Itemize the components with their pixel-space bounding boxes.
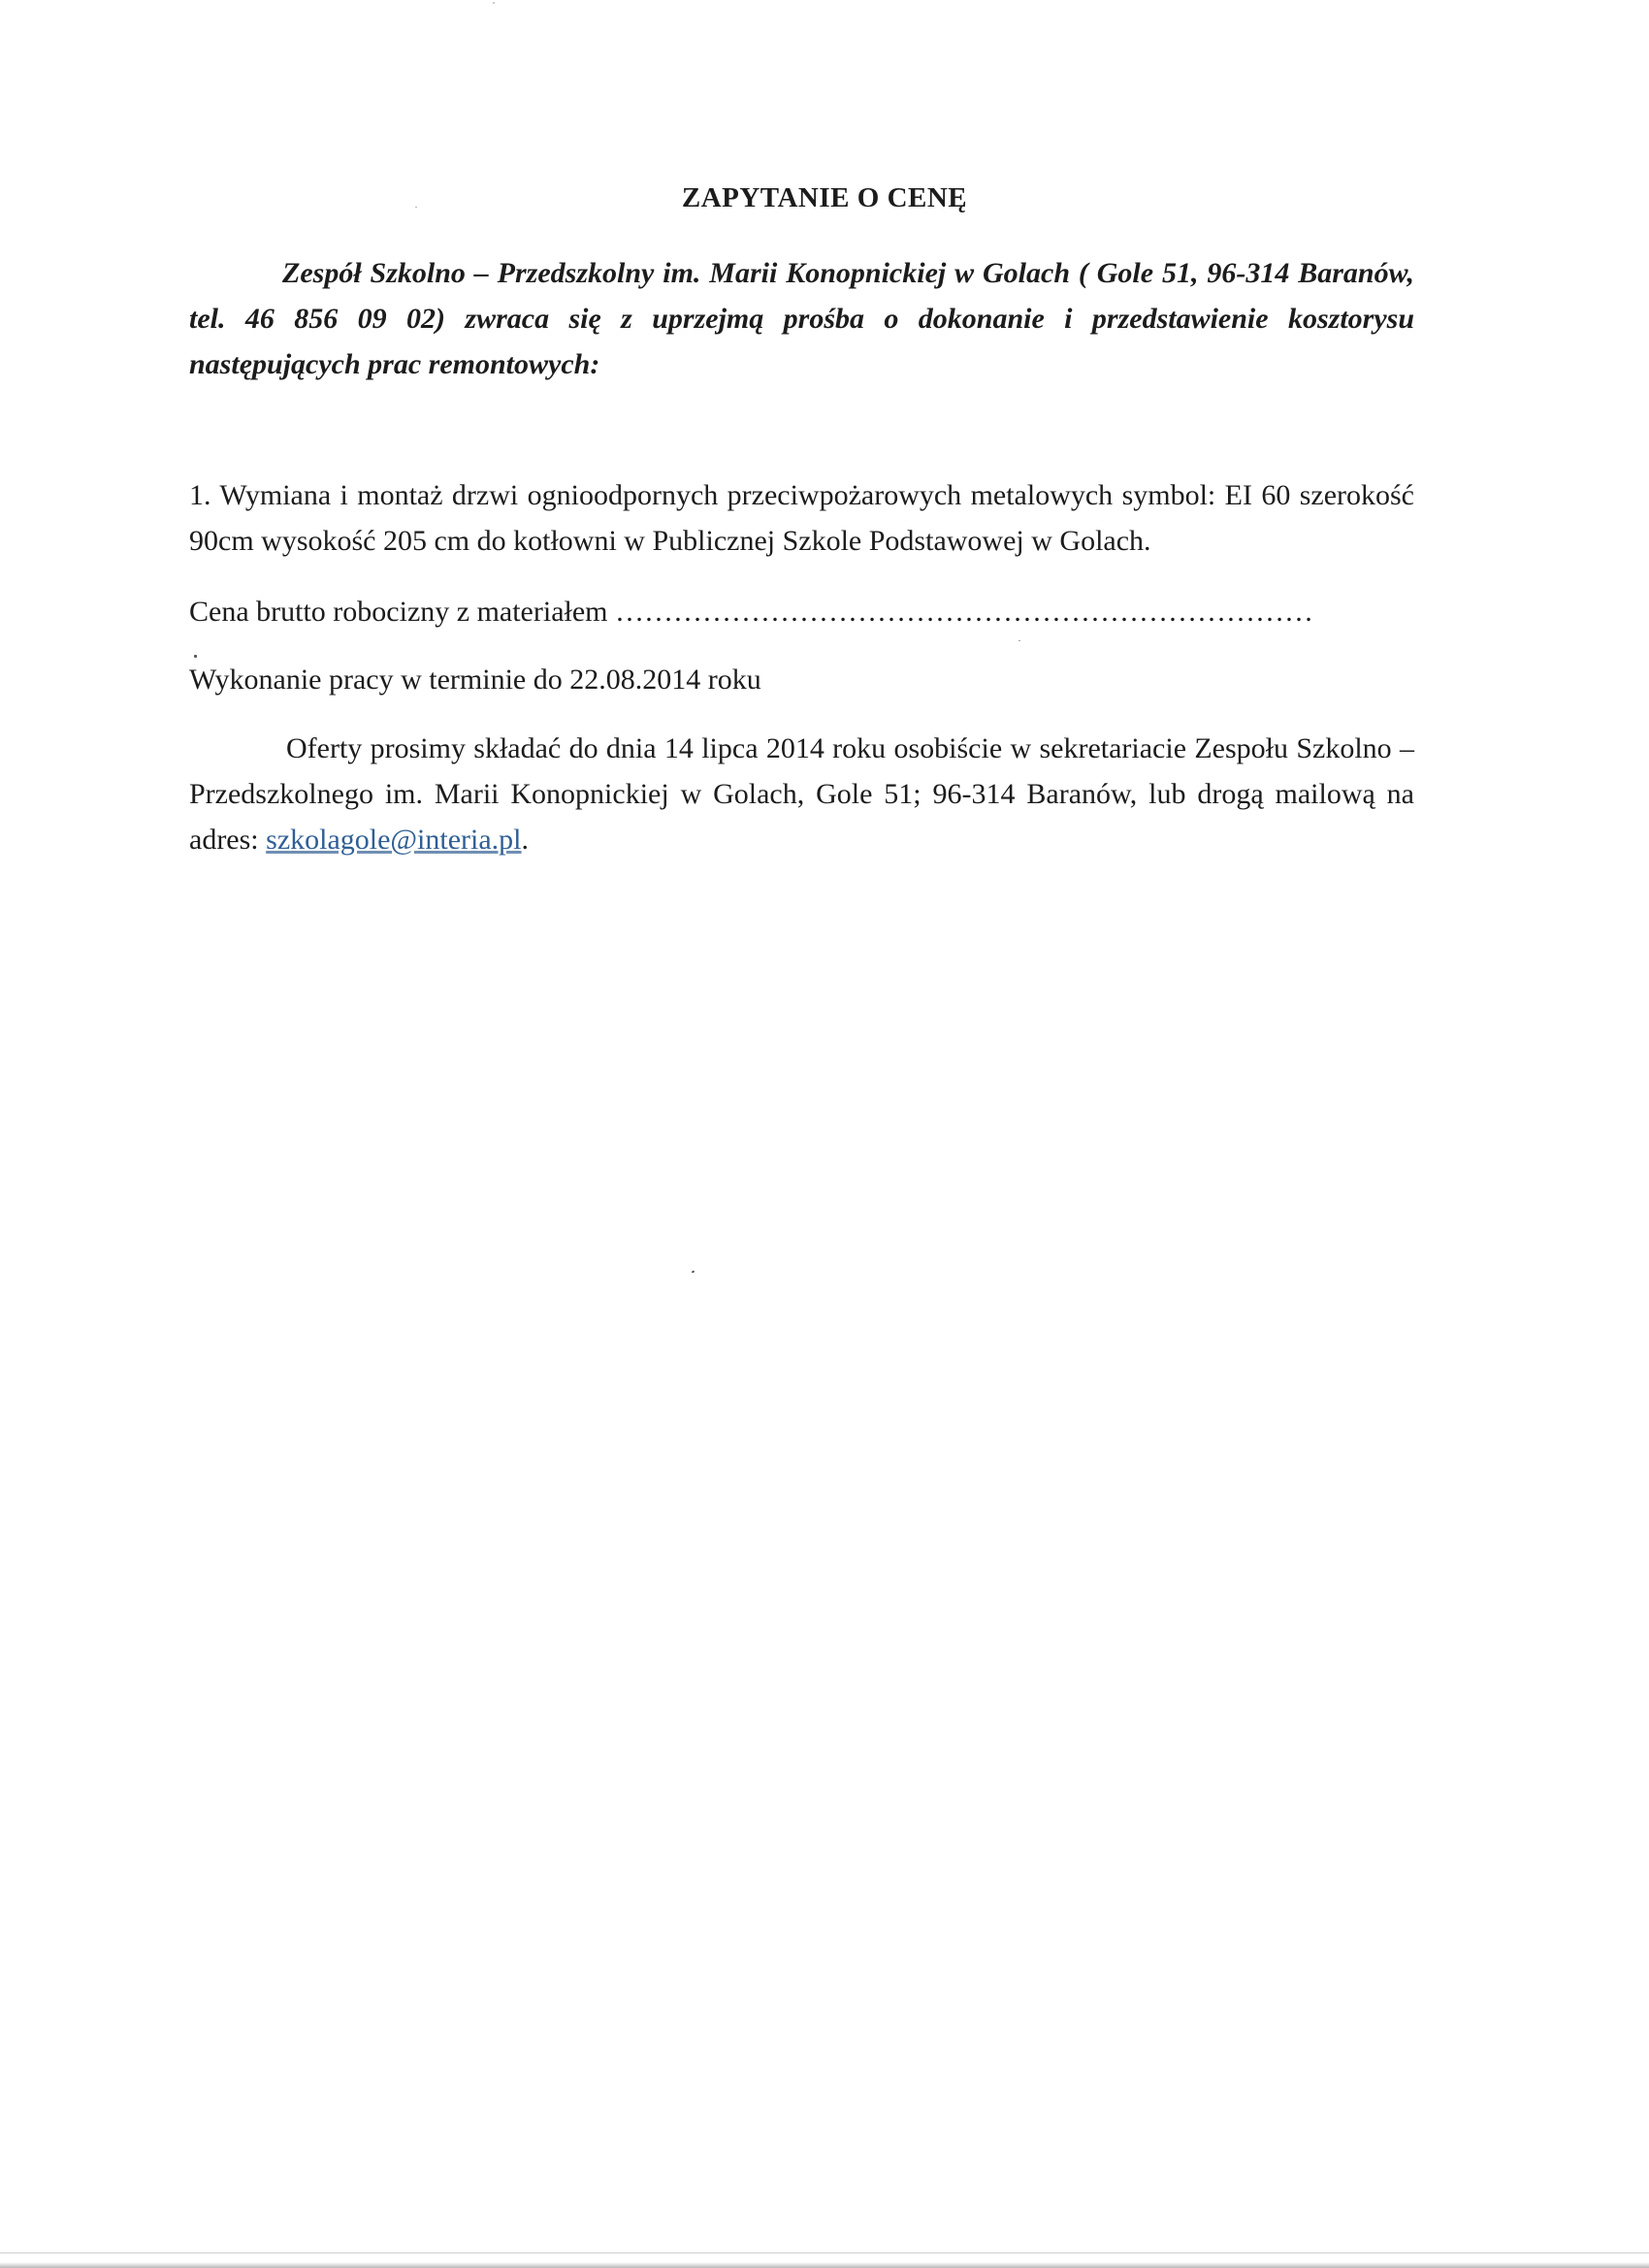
offer-text: Oferty prosimy składać do dnia 14 lipca 2014 roku osobiście w sekretariacie Zespołu Szkolno – Przedszkolnego im. Marii Konopnickiej w Golach, Gole 51; 96-314 Baranów, lub drogą mailową na adres: bbox=[189, 732, 1414, 856]
intro-paragraph: Zespół Szkolno – Przedszkolny im. Marii Konopnickiej w Golach ( Gole 51, 96-314 Baranów, tel. 46 856 09 02) zwraca się z uprzejmą prośba o dokonanie i przedstawienie kosztorysu następujących prac remontowych: bbox=[189, 257, 1414, 380]
scan-speck bbox=[415, 207, 417, 208]
email-link[interactable]: szkolagole@interia.pl bbox=[266, 824, 522, 856]
work-item-1: 1. Wymiana i montaż drzwi ognioodpornych przeciwpożarowych metalowych symbol: EI 60 szerokość 90cm wysokość 205 cm do kotłowni w Publicznej Szkole Podstawowej w Golach. bbox=[189, 479, 1414, 557]
document-title: ZAPYTANIE O CENĘ bbox=[681, 182, 968, 213]
offer-paragraph bbox=[189, 726, 1414, 862]
deadline-line: Wykonanie pracy w terminie do 22.08.2014 roku bbox=[189, 664, 761, 696]
scan-edge-line bbox=[0, 2252, 1649, 2253]
price-line: Cena brutto robocizny z materiałem ……………………………………………………………… bbox=[189, 596, 1313, 628]
scan-speck bbox=[493, 2, 495, 4]
scan-speck bbox=[1018, 640, 1020, 641]
scan-speck bbox=[692, 1270, 695, 1273]
scan-edge-shadow bbox=[0, 2262, 1649, 2268]
scan-speck bbox=[194, 655, 197, 658]
offer-end: . bbox=[521, 824, 530, 856]
